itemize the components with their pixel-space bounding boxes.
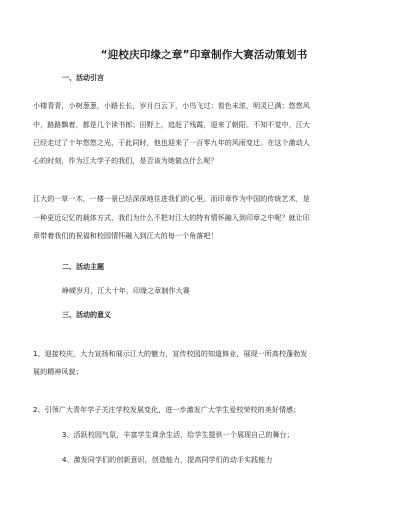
significance-item-line: 2、引领广大青年学子关注学校发展变化，进一步激发广大学生爱校荣校的美好情感； (33, 406, 301, 414)
intro-paragraph-line: 心的时刻，作为江大学子的我们，是否该为她做点什么呢？ (33, 157, 218, 165)
document-title: “迎校庆印缘之章”印章制作大赛活动策划书 (100, 49, 308, 61)
significance-item-line: 3、活跃校园气氛，丰富学生课余生活，给学生提供一个展现自己的舞台； (62, 431, 294, 439)
intro-paragraph2-line: 章带着我们的祝福和校园情怀融入到江大的每一个角落吧！ (33, 232, 218, 240)
section-heading-theme: 二、活动主题 (62, 263, 104, 271)
significance-item-line: 展的精神风貌； (33, 368, 83, 376)
theme-text: 峥嵘岁月，江大十年，印缘之章制作大赛 (62, 287, 190, 295)
intro-paragraph2-line: 江大的一草一木，一楼一景已经深深地住进我们的心里。而印章作为中国的传统艺术，是 (33, 195, 310, 203)
intro-paragraph-line: 已经走过了十年悠悠之光，于此同时，他也迎来了一百零九年的风雨变迁。在这个激动人 (33, 139, 310, 147)
section-heading-significance: 三、活动的意义 (62, 311, 111, 319)
section-heading-intro: 一、活动引言 (62, 74, 104, 82)
significance-item-line: 1、迎接校庆，大力宣扬和展示江大的魅力，宣传校园的知道修业，展现一所高校蓬勃发 (33, 350, 308, 358)
intro-paragraph-line: 中，路路飘着，都是几个读书郎；田野上，追赶了残霞，迎来了朝阳。不知不觉中，江大 (33, 121, 310, 129)
intro-paragraph2-line: 一种更近记忆的载体方式，我们为什么不把对江大的特有情怀融入到印章之中呢？就让印 (33, 214, 310, 222)
significance-item-line: 4、激发同学们的创新意识，创造能力，提高同学们的动手实践能力 (62, 456, 273, 464)
intro-paragraph-line: 小楼青青，小树葱葱，小路长长，岁月白云下，小鸟飞过；看色未浓，明灵已满；悠悠风 (33, 102, 310, 110)
